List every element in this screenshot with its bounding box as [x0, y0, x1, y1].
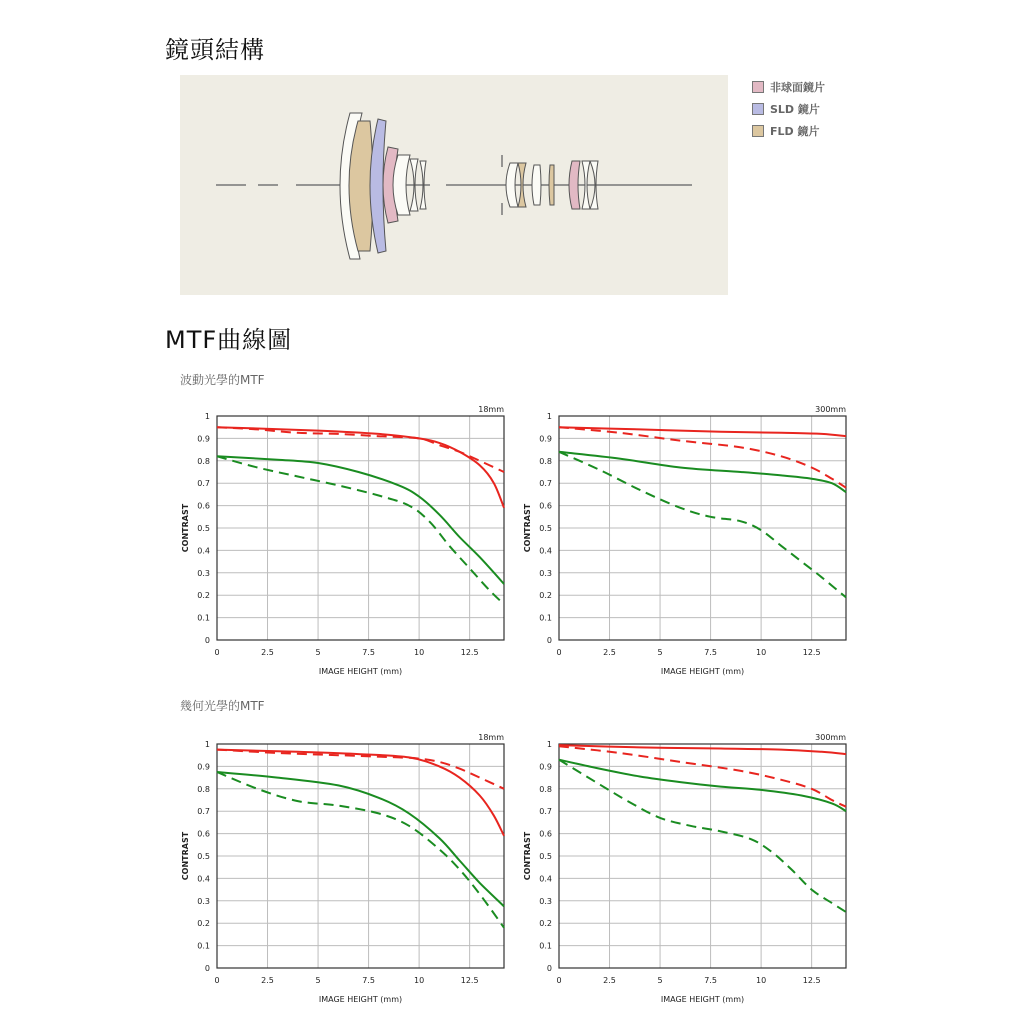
focal-length-label: 300mm	[815, 733, 846, 742]
y-tick-label: 0.4	[197, 874, 210, 884]
y-tick-label: 1	[546, 412, 552, 421]
x-tick-label: 0	[214, 648, 220, 657]
y-tick-label: 0.9	[197, 434, 210, 444]
mtf-chart-wave-18mm	[170, 400, 515, 685]
x-tick-label: 7.5	[704, 648, 717, 657]
x-axis-label: IMAGE HEIGHT (mm)	[318, 995, 403, 1004]
mtf-series-line-0	[559, 745, 846, 754]
y-tick-label: 0.3	[539, 568, 552, 578]
y-tick-label: 0.5	[197, 852, 210, 861]
mtf-series-line-0	[217, 427, 504, 508]
y-tick-label: 0	[204, 636, 210, 645]
mtf-series-line-3	[217, 772, 504, 928]
x-axis-label: IMAGE HEIGHT (mm)	[660, 995, 745, 1004]
y-tick-label: 0.4	[197, 546, 210, 556]
focal-length-label: 18mm	[478, 733, 504, 742]
mtf-chart-geo-18mm	[170, 728, 515, 1013]
x-tick-label: 2.5	[261, 976, 274, 985]
x-tick-label: 5	[657, 976, 663, 985]
y-tick-label: 0	[204, 964, 210, 973]
x-tick-label: 2.5	[261, 648, 274, 657]
y-axis-label: CONTRAST	[181, 503, 190, 553]
mtf-heading: MTF曲線圖	[165, 326, 293, 354]
x-tick-label: 10	[756, 648, 767, 657]
focal-length-label: 300mm	[815, 405, 846, 414]
y-tick-label: 1	[546, 740, 552, 749]
y-tick-label: 0.3	[197, 896, 210, 906]
y-tick-label: 0.9	[539, 434, 552, 444]
y-tick-label: 0	[546, 636, 552, 645]
y-tick-label: 0.7	[539, 479, 552, 489]
y-tick-label: 0.6	[197, 829, 210, 839]
y-tick-label: 0.6	[539, 829, 552, 839]
y-tick-label: 0.2	[197, 919, 210, 929]
x-tick-label: 0	[214, 976, 220, 985]
legend-label-fld: FLD 鏡片	[770, 125, 820, 138]
mtf-series-line-1	[559, 746, 846, 807]
wave-optics-heading: 波動光學的MTF	[180, 373, 265, 387]
y-tick-label: 0.7	[197, 479, 210, 489]
y-tick-label: 0.4	[539, 546, 552, 556]
y-tick-label: 0.1	[539, 941, 552, 951]
mtf-series-line-2	[217, 456, 504, 584]
y-tick-label: 0.6	[539, 501, 552, 511]
x-axis-label: IMAGE HEIGHT (mm)	[660, 667, 745, 676]
y-axis-label: CONTRAST	[523, 831, 532, 881]
y-axis-label: CONTRAST	[181, 831, 190, 881]
lens-structure-heading: 鏡頭結構	[165, 36, 265, 64]
mtf-series-line-2	[559, 452, 846, 492]
x-tick-label: 7.5	[704, 976, 717, 985]
x-tick-label: 12.5	[802, 648, 821, 657]
mtf-series-line-0	[559, 427, 846, 436]
y-tick-label: 0.2	[539, 919, 552, 929]
y-tick-label: 0.9	[539, 762, 552, 772]
x-tick-label: 12.5	[802, 976, 821, 985]
y-tick-label: 0.3	[197, 568, 210, 578]
legend-label-aspherical: 非球面鏡片	[770, 81, 825, 94]
geometric-optics-heading: 幾何光學的MTF	[180, 699, 265, 713]
x-tick-label: 5	[315, 648, 321, 657]
y-tick-label: 0.9	[197, 762, 210, 772]
y-tick-label: 1	[204, 740, 210, 749]
x-tick-label: 2.5	[603, 976, 616, 985]
y-tick-label: 0.5	[539, 852, 552, 861]
x-tick-label: 10	[756, 976, 767, 985]
y-tick-label: 0.7	[539, 807, 552, 817]
legend-label-sld: SLD 鏡片	[770, 103, 820, 116]
y-tick-label: 0	[546, 964, 552, 973]
x-tick-label: 7.5	[362, 648, 375, 657]
legend-item-fld	[752, 120, 825, 142]
y-tick-label: 0.5	[539, 524, 552, 533]
mtf-series-line-2	[217, 772, 504, 906]
x-tick-label: 7.5	[362, 976, 375, 985]
mtf-series-line-1	[217, 427, 504, 472]
lens-diagram	[180, 75, 728, 295]
y-tick-label: 0.2	[539, 591, 552, 601]
x-tick-label: 12.5	[460, 976, 479, 985]
y-tick-label: 0.1	[539, 613, 552, 623]
y-tick-label: 0.3	[539, 896, 552, 906]
lens-diagram-drawing	[180, 75, 728, 295]
y-tick-label: 0.8	[539, 784, 552, 794]
swatch-fld	[752, 125, 764, 137]
legend-item-aspherical	[752, 76, 825, 98]
x-tick-label: 2.5	[603, 648, 616, 657]
x-tick-label: 10	[414, 648, 425, 657]
y-tick-label: 0.6	[197, 501, 210, 511]
y-tick-label: 1	[204, 412, 210, 421]
focal-length-label: 18mm	[478, 405, 504, 414]
x-tick-label: 5	[315, 976, 321, 985]
x-axis-label: IMAGE HEIGHT (mm)	[318, 667, 403, 676]
mtf-chart-geo-300mm	[512, 728, 857, 1013]
y-tick-label: 0.8	[539, 456, 552, 466]
y-tick-label: 0.8	[197, 784, 210, 794]
mtf-chart-wave-300mm	[512, 400, 857, 685]
y-axis-label: CONTRAST	[523, 503, 532, 553]
x-tick-label: 10	[414, 976, 425, 985]
y-tick-label: 0.2	[197, 591, 210, 601]
swatch-sld	[752, 103, 764, 115]
y-tick-label: 0.5	[197, 524, 210, 533]
y-tick-label: 0.8	[197, 456, 210, 466]
mtf-series-line-0	[217, 750, 504, 836]
y-tick-label: 0.7	[197, 807, 210, 817]
y-tick-label: 0.1	[197, 613, 210, 623]
lens-legend	[752, 76, 825, 142]
y-tick-label: 0.4	[539, 874, 552, 884]
y-tick-label: 0.1	[197, 941, 210, 951]
x-tick-label: 12.5	[460, 648, 479, 657]
swatch-aspherical	[752, 81, 764, 93]
mtf-series-line-3	[559, 452, 846, 598]
mtf-series-line-3	[559, 760, 846, 912]
mtf-series-line-3	[217, 456, 504, 604]
x-tick-label: 0	[556, 648, 562, 657]
mtf-series-line-1	[217, 750, 504, 789]
x-tick-label: 5	[657, 648, 663, 657]
legend-item-sld	[752, 98, 825, 120]
x-tick-label: 0	[556, 976, 562, 985]
